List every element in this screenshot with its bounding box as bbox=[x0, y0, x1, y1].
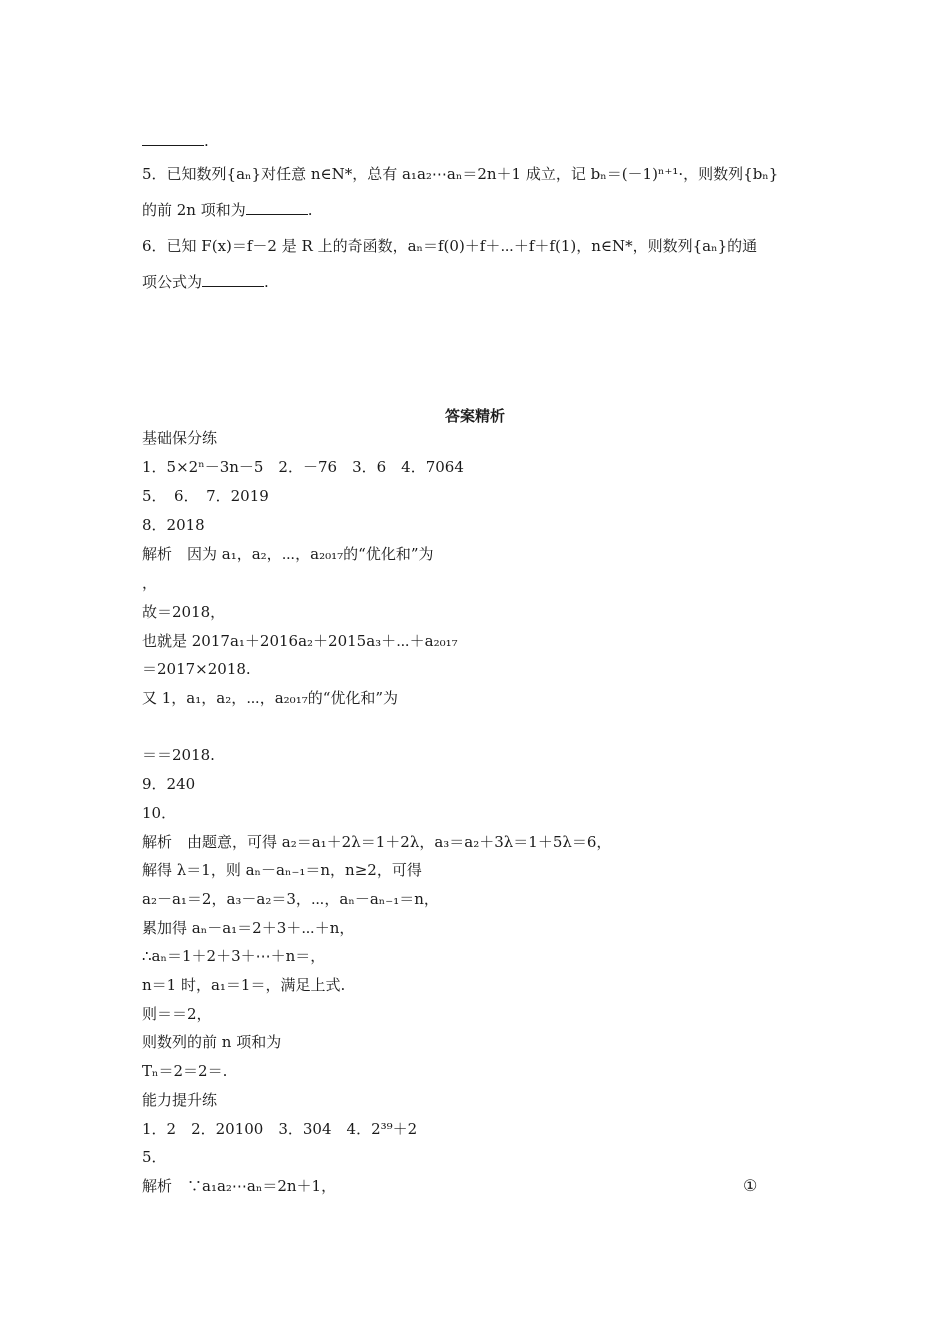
answer-line: 5． bbox=[142, 1148, 167, 1166]
answer-line: ＝2017×2018. bbox=[142, 660, 251, 678]
answer-line: ∴aₙ＝1＋2＋3＋⋯＋n＝， bbox=[142, 947, 326, 965]
answer-line: 解析 因为 a₁，a₂，⋯，a₂₀₁₇的“优化和”为 bbox=[142, 545, 434, 563]
answer-blank bbox=[246, 201, 308, 215]
question-5-line-2 bbox=[142, 200, 313, 220]
answer-line: 基础保分练 bbox=[142, 429, 218, 447]
answer-line: 能力提升练 bbox=[142, 1091, 218, 1109]
answer-line: 10． bbox=[142, 804, 177, 822]
answer-line: 也就是 2017a₁＋2016a₂＋2015a₃＋⋯＋a₂₀₁₇ bbox=[142, 632, 458, 650]
equation-number-marker: ① bbox=[743, 1176, 758, 1195]
period: . bbox=[307, 201, 313, 219]
answer-line: 1．2 2．20100 3．304 4．2³⁹＋2 bbox=[142, 1120, 418, 1138]
answer-line: 则＝＝2， bbox=[142, 1005, 212, 1023]
answer-line: 解析 ∵a₁a₂⋯aₙ＝2n＋1， bbox=[142, 1177, 337, 1195]
question-6-text: 项公式为 bbox=[142, 273, 203, 291]
answer-line: 8．2018 bbox=[142, 516, 205, 534]
question-6-line-1: 6．已知 F(x)＝f－2 是 R 上的奇函数，aₙ＝f(0)＋f＋⋯＋f＋f(1)，n∈N*，则数列{aₙ}的通 bbox=[142, 237, 758, 255]
answer-line: 1．5×2ⁿ－3n－5 2．－76 3．6 4．7064 bbox=[142, 458, 464, 476]
question-6-line-2 bbox=[142, 272, 269, 292]
answer-line: 5． 6． 7．2019 bbox=[142, 487, 269, 505]
answer-blank bbox=[202, 273, 264, 287]
answer-line: 解析 由题意，可得 a₂＝a₁＋2λ＝1＋2λ，a₃＝a₂＋3λ＝1＋5λ＝6， bbox=[142, 833, 612, 851]
answer-line: 9．240 bbox=[142, 775, 196, 793]
answer-line: 又 1，a₁，a₂，⋯，a₂₀₁₇的“优化和”为 bbox=[142, 689, 399, 707]
question-5-text: 的前 2n 项和为 bbox=[142, 201, 246, 219]
answer-line: a₂－a₁＝2，a₃－a₂＝3，⋯，aₙ－aₙ₋₁＝n， bbox=[142, 890, 439, 908]
answer-blank bbox=[142, 132, 204, 146]
answer-line: ， bbox=[142, 574, 158, 592]
period: . bbox=[264, 273, 269, 291]
answer-line: 故＝2018， bbox=[142, 603, 226, 621]
question-5-line-1: 5．已知数列{aₙ}对任意 n∈N*，总有 a₁a₂⋯aₙ＝2n＋1 成立，记 bₙ＝(－1)ⁿ⁺¹·，则数列{bₙ} bbox=[142, 165, 779, 183]
answer-line: 累加得 aₙ－a₁＝2＋3＋⋯＋n， bbox=[142, 919, 355, 937]
answer-line: 解得 λ＝1，则 aₙ－aₙ₋₁＝n，n≥2，可得 bbox=[142, 861, 422, 879]
answer-title: 答案精析 bbox=[444, 407, 505, 425]
period: . bbox=[204, 132, 209, 150]
answer-line: n＝1 时，a₁＝1＝，满足上式. bbox=[142, 976, 346, 994]
answer-line: 则数列的前 n 项和为 bbox=[142, 1033, 282, 1051]
answer-line: ＝＝2018. bbox=[142, 746, 215, 764]
answer-line: Tₙ＝2＝2＝. bbox=[142, 1062, 228, 1080]
question-line-0 bbox=[142, 131, 209, 151]
